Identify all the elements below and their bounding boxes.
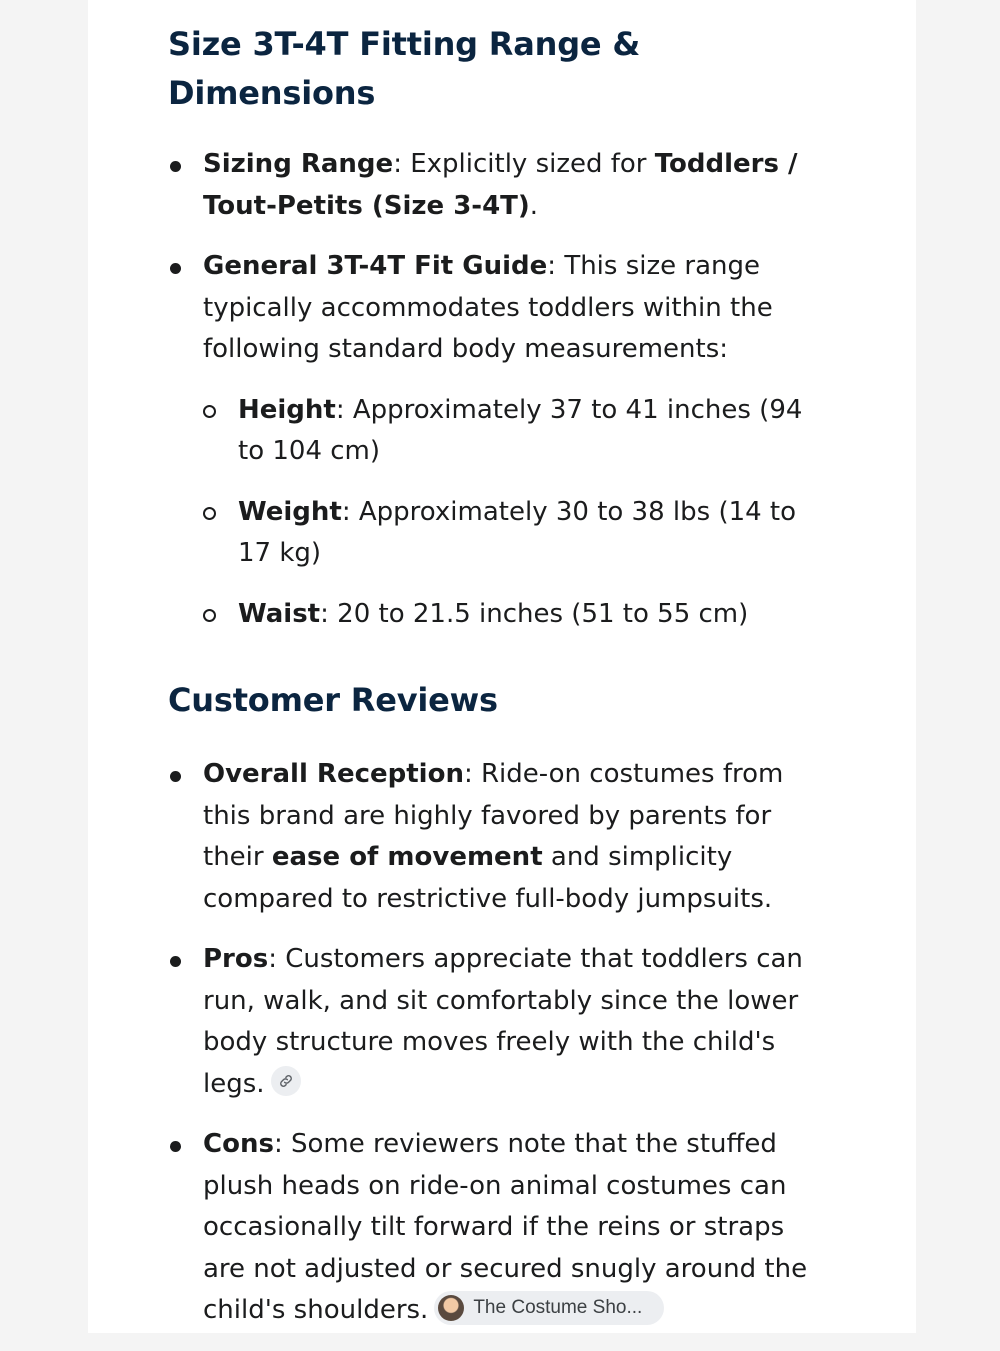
item-text: : Customers appreciate that toddlers can run, walk, and sit comfortably since the lower body structure moves freely with the child's legs. xyxy=(203,944,803,1099)
source-chip-label: The Costume Sho... xyxy=(473,1296,643,1318)
item-text: . xyxy=(529,190,539,221)
sub-item-label: Height xyxy=(238,394,336,425)
sub-item-height xyxy=(203,390,818,473)
list-item-cons xyxy=(168,1124,818,1332)
source-chip[interactable] xyxy=(434,1291,664,1325)
item-label: Overall Reception xyxy=(203,759,464,789)
sub-item-text: : Approximately 30 to 38 lbs (14 to 17 kg) xyxy=(238,496,797,568)
source-avatar-icon xyxy=(438,1295,464,1321)
item-label: General 3T-4T Fit Guide xyxy=(203,251,548,281)
item-bold: Toddlers / Tout-Petits (Size 3-4T) xyxy=(203,149,798,221)
link-icon xyxy=(278,1073,294,1089)
section-heading-reviews: Customer Reviews xyxy=(168,681,498,719)
list-item-sizing-range xyxy=(168,144,818,227)
list-item-fit-guide xyxy=(168,246,818,635)
citation-link-button[interactable] xyxy=(271,1066,301,1096)
response-content xyxy=(168,20,818,1351)
sub-item-text: : Approximately 37 to 41 inches (94 to 104 cm) xyxy=(238,394,803,466)
item-label: Cons xyxy=(203,1129,274,1159)
sub-item-text: : 20 to 21.5 inches (51 to 55 cm) xyxy=(320,598,749,629)
fit-list xyxy=(168,144,818,635)
sub-item-waist xyxy=(203,594,818,636)
section-heading-fit: Size 3T-4T Fitting Range & Dimensions xyxy=(168,25,641,112)
list-item-overall-reception xyxy=(168,754,818,920)
item-text: : Explicitly sized for xyxy=(393,149,655,179)
item-text: : Ride-on costumes from this brand are highly favored by parents for their xyxy=(203,759,784,872)
response-panel xyxy=(88,0,916,1333)
reviews-list xyxy=(168,754,818,1332)
item-label: Sizing Range xyxy=(203,149,394,179)
item-bold: ease of movement xyxy=(271,842,543,872)
sub-item-label: Weight xyxy=(238,496,342,527)
item-text: : This size range typically accommodates toddlers within the following standard body measurements: xyxy=(203,251,773,364)
list-item-pros xyxy=(168,939,818,1105)
item-label: Pros xyxy=(203,944,269,974)
measurements-list xyxy=(203,390,818,636)
item-text: and simplicity compared to restrictive full-body jumpsuits. xyxy=(203,842,773,914)
sub-item-weight xyxy=(203,492,818,575)
sub-item-label: Waist xyxy=(238,598,321,629)
item-text: : Some reviewers note that the stuffed plush heads on ride-on animal costumes can occasionally tilt forward if the reins or straps are not adjusted or secured snugly around the child's shoulders. xyxy=(203,1129,808,1325)
